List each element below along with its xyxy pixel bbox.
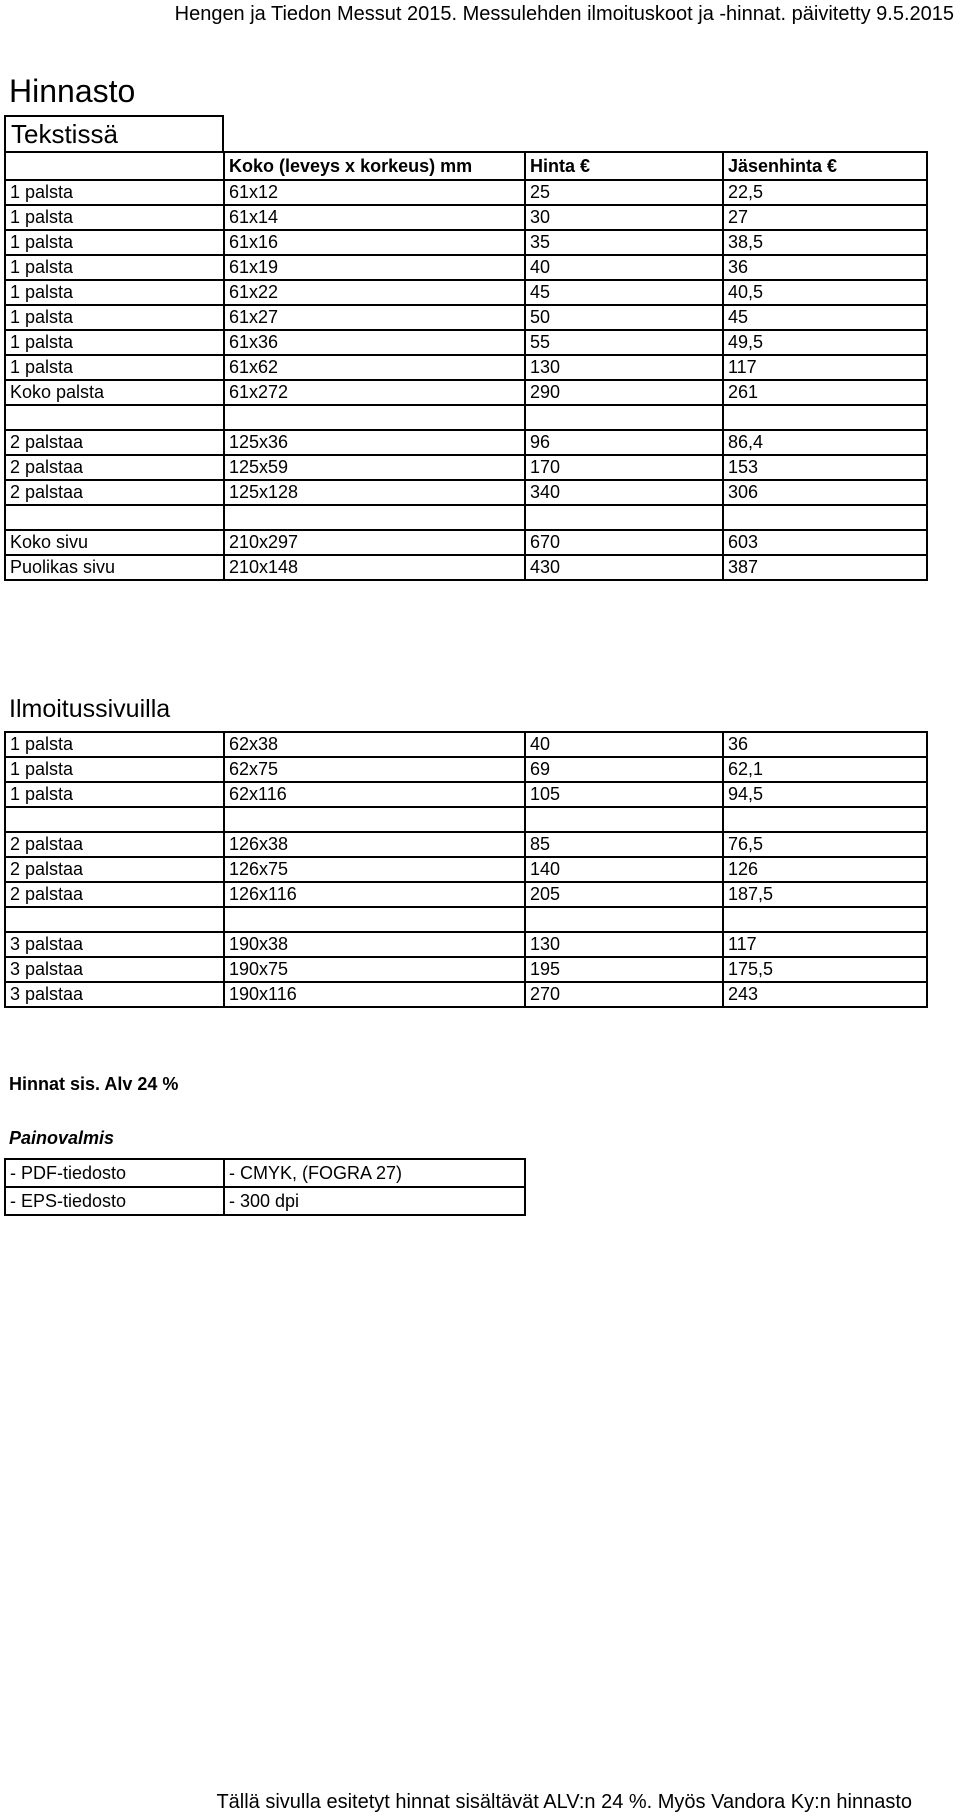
table-cell: 22,5 — [723, 180, 927, 205]
table-cell: 61x22 — [224, 280, 525, 305]
table-row — [5, 380, 927, 405]
table-row — [5, 355, 927, 380]
table-spacer-row — [5, 907, 927, 932]
column-header: Hinta € — [525, 152, 723, 180]
table-cell: 61x19 — [224, 255, 525, 280]
table-spacer-row — [5, 405, 927, 430]
table-cell: 94,5 — [723, 782, 927, 807]
column-header: Koko (leveys x korkeus) mm — [224, 152, 525, 180]
table-cell: 125x36 — [224, 430, 525, 455]
table-row — [5, 455, 927, 480]
table-cell: 125x128 — [224, 480, 525, 505]
table-cell — [723, 907, 927, 932]
table-cell: Koko sivu — [5, 530, 224, 555]
table-cell: 36 — [723, 255, 927, 280]
table-cell: 61x62 — [224, 355, 525, 380]
table-cell: 61x16 — [224, 230, 525, 255]
table-cell: Puolikas sivu — [5, 555, 224, 580]
table-cell — [5, 505, 224, 530]
table-cell: 126 — [723, 857, 927, 882]
section-title-ilmoitussivuilla: Ilmoitussivuilla — [9, 695, 171, 723]
table-cell: 1 palsta — [5, 732, 224, 757]
table-cell: 55 — [525, 330, 723, 355]
table-row — [5, 782, 927, 807]
table-cell: 36 — [723, 732, 927, 757]
table-cell: 40 — [525, 732, 723, 757]
table-cell: 38,5 — [723, 230, 927, 255]
table-cell: 1 palsta — [5, 782, 224, 807]
table-cell: 45 — [723, 305, 927, 330]
table-cell: 126x75 — [224, 857, 525, 882]
table-cell: 61x14 — [224, 205, 525, 230]
table-row — [5, 230, 927, 255]
table-cell: 140 — [525, 857, 723, 882]
table-cell: 62,1 — [723, 757, 927, 782]
price-table-ilmoitussivuilla — [4, 731, 928, 1008]
table-cell: 117 — [723, 932, 927, 957]
table-cell: 27 — [723, 205, 927, 230]
table-cell: 387 — [723, 555, 927, 580]
table-row — [5, 255, 927, 280]
table-cell: 2 palstaa — [5, 430, 224, 455]
table-row — [5, 882, 927, 907]
table-cell: 40,5 — [723, 280, 927, 305]
table-cell: 25 — [525, 180, 723, 205]
table-cell: 210x297 — [224, 530, 525, 555]
table-cell: 1 palsta — [5, 205, 224, 230]
table-cell: 190x38 — [224, 932, 525, 957]
table-cell: 85 — [525, 832, 723, 857]
table-cell: 1 palsta — [5, 280, 224, 305]
table-cell: 306 — [723, 480, 927, 505]
table-row — [5, 480, 927, 505]
table-row — [5, 757, 927, 782]
table-cell: 603 — [723, 530, 927, 555]
table-cell: 76,5 — [723, 832, 927, 857]
table-cell: 61x27 — [224, 305, 525, 330]
table-row — [5, 530, 927, 555]
table-row — [5, 982, 927, 1007]
table-cell — [723, 405, 927, 430]
table-cell — [224, 807, 525, 832]
table-cell: 210x148 — [224, 555, 525, 580]
table-cell: 243 — [723, 982, 927, 1007]
table-cell — [723, 505, 927, 530]
table-cell: Koko palsta — [5, 380, 224, 405]
table-cell: 69 — [525, 757, 723, 782]
table-cell: 3 palstaa — [5, 982, 224, 1007]
table-cell: 126x116 — [224, 882, 525, 907]
table-cell: 187,5 — [723, 882, 927, 907]
vat-note: Hinnat sis. Alv 24 % — [9, 1074, 179, 1094]
table-row — [5, 1159, 525, 1187]
table-cell: 190x116 — [224, 982, 525, 1007]
table-cell: 195 — [525, 957, 723, 982]
table-cell: 1 palsta — [5, 180, 224, 205]
table-cell: 35 — [525, 230, 723, 255]
table-cell: 130 — [525, 355, 723, 380]
table-cell: 1 palsta — [5, 255, 224, 280]
table-row — [5, 832, 927, 857]
table-row — [5, 180, 927, 205]
section-title-tekstissa: Tekstissä — [4, 115, 224, 151]
table-cell: 2 palstaa — [5, 832, 224, 857]
table-cell: 86,4 — [723, 430, 927, 455]
print-requirements-table — [4, 1158, 526, 1216]
table-cell: 61x12 — [224, 180, 525, 205]
table-cell: - CMYK, (FOGRA 27) — [224, 1159, 525, 1187]
table-cell: 50 — [525, 305, 723, 330]
table-cell: 30 — [525, 205, 723, 230]
page-footer: Tällä sivulla esitetyt hinnat sisältävät ALV:n 24 %. Myös Vandora Ky:n hinnasto — [216, 1791, 912, 1813]
table-row — [5, 280, 927, 305]
table-cell: 49,5 — [723, 330, 927, 355]
column-header: Jäsenhinta € — [723, 152, 927, 180]
table-cell — [224, 405, 525, 430]
table-row — [5, 430, 927, 455]
table-cell: 290 — [525, 380, 723, 405]
table-row — [5, 305, 927, 330]
table-cell — [525, 405, 723, 430]
table-cell: 3 palstaa — [5, 932, 224, 957]
table-cell: 1 palsta — [5, 305, 224, 330]
table-cell: 62x75 — [224, 757, 525, 782]
table-cell: 270 — [525, 982, 723, 1007]
table-cell: 62x116 — [224, 782, 525, 807]
price-table-tekstissa — [4, 151, 928, 581]
table-cell: 61x36 — [224, 330, 525, 355]
table-spacer-row — [5, 505, 927, 530]
table-cell: 2 palstaa — [5, 455, 224, 480]
table-header-row — [5, 152, 927, 180]
table-spacer-row — [5, 807, 927, 832]
table-cell: 62x38 — [224, 732, 525, 757]
table-cell: 126x38 — [224, 832, 525, 857]
table-row — [5, 857, 927, 882]
table-cell: 1 palsta — [5, 355, 224, 380]
table-cell — [224, 505, 525, 530]
table-cell — [5, 405, 224, 430]
table-cell: 40 — [525, 255, 723, 280]
table-row — [5, 330, 927, 355]
page-title: Hinnasto — [9, 73, 136, 109]
table-cell: - PDF-tiedosto — [5, 1159, 224, 1187]
table-cell — [525, 807, 723, 832]
table-cell: 125x59 — [224, 455, 525, 480]
table-cell — [224, 907, 525, 932]
table-row — [5, 205, 927, 230]
table-cell: - 300 dpi — [224, 1187, 525, 1215]
table-cell: 205 — [525, 882, 723, 907]
table-cell: 3 palstaa — [5, 957, 224, 982]
table-cell: 170 — [525, 455, 723, 480]
table-cell: 1 palsta — [5, 330, 224, 355]
table-row — [5, 957, 927, 982]
table-cell: 1 palsta — [5, 757, 224, 782]
table-cell: 1 palsta — [5, 230, 224, 255]
table-cell: 61x272 — [224, 380, 525, 405]
table-cell — [5, 807, 224, 832]
table-cell: 190x75 — [224, 957, 525, 982]
column-header — [5, 152, 224, 180]
table-cell: 2 palstaa — [5, 857, 224, 882]
section-title-painovalmis: Painovalmis — [9, 1128, 115, 1148]
table-cell: 2 palstaa — [5, 480, 224, 505]
table-cell: 153 — [723, 455, 927, 480]
table-cell: 670 — [525, 530, 723, 555]
table-row — [5, 932, 927, 957]
table-cell: 45 — [525, 280, 723, 305]
table-row — [5, 1187, 525, 1215]
table-cell: 2 palstaa — [5, 882, 224, 907]
table-cell: 117 — [723, 355, 927, 380]
table-cell: 175,5 — [723, 957, 927, 982]
table-row — [5, 732, 927, 757]
table-cell: 96 — [525, 430, 723, 455]
page-header: Hengen ja Tiedon Messut 2015. Messulehden ilmoituskoot ja -hinnat. päivitetty 9.5.2015 — [174, 3, 954, 25]
table-cell — [5, 907, 224, 932]
table-cell — [525, 907, 723, 932]
table-cell: - EPS-tiedosto — [5, 1187, 224, 1215]
table-cell: 261 — [723, 380, 927, 405]
table-cell: 430 — [525, 555, 723, 580]
table-cell: 130 — [525, 932, 723, 957]
table-row — [5, 555, 927, 580]
table-cell: 105 — [525, 782, 723, 807]
table-cell — [723, 807, 927, 832]
table-cell — [525, 505, 723, 530]
table-cell: 340 — [525, 480, 723, 505]
